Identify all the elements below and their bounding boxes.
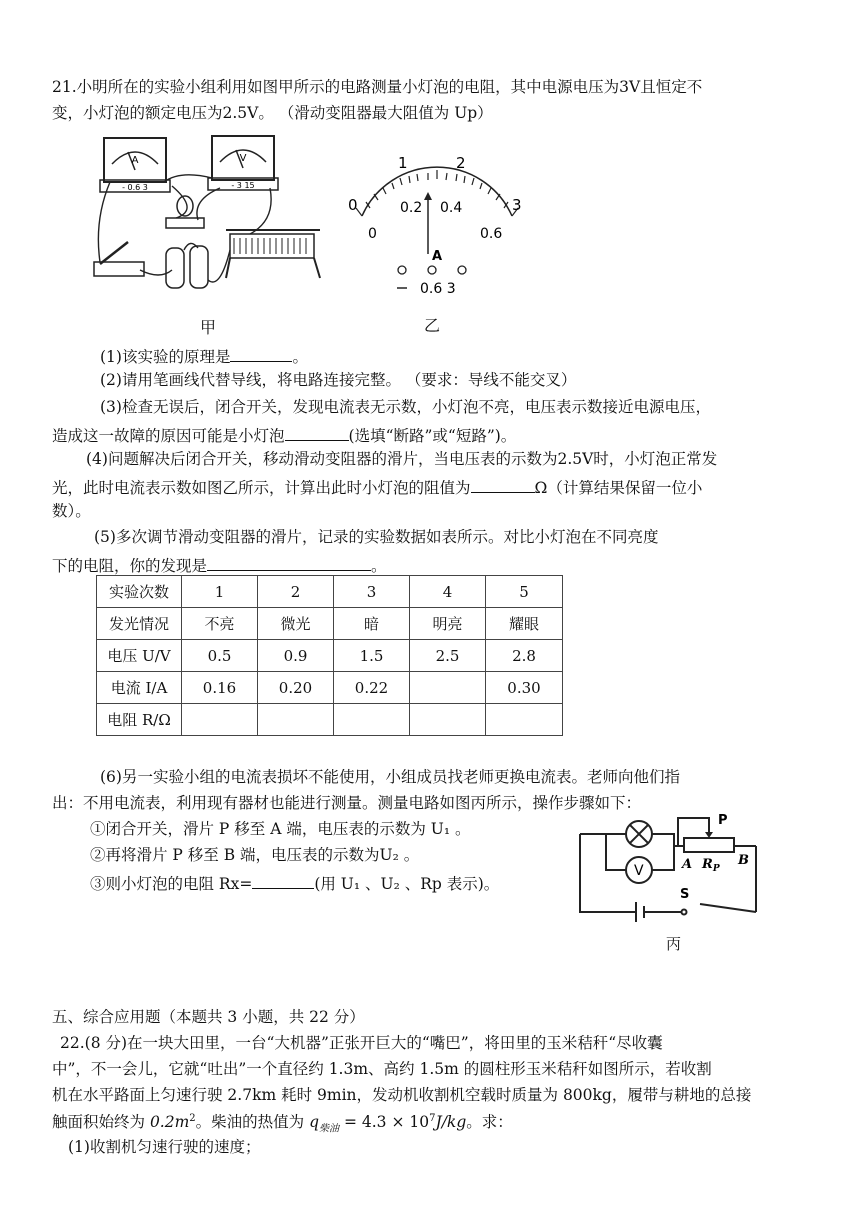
q21-step-1: ①闭合开关，滑片 P 移至 A 端，电压表的示数为 U₁ 。 — [90, 820, 471, 838]
table-row-header: 实验次数 — [97, 576, 182, 608]
dial-upper-1: 1 — [398, 154, 408, 172]
voltmeter-terminals: - 3 15 — [231, 181, 255, 190]
table-cell — [334, 704, 410, 736]
figure-jia-label: 甲 — [200, 318, 217, 337]
table-cell — [486, 704, 563, 736]
q22-line-2: 中”，不一会儿，它就“吐出”一个直径约 1.3m、高约 1.5m 的圆柱形玉米秸秆如图所示，若收割 — [52, 1060, 712, 1078]
table-row-header: 电压 U/V — [97, 640, 182, 672]
circuit-apparatus-drawing — [80, 130, 340, 310]
table-cell: 不亮 — [182, 608, 258, 640]
table-cell — [410, 704, 486, 736]
q21-part-3-line-2: 造成这一故障的原因可能是小灯泡 (选填“断路”或“短路”)。 — [52, 427, 517, 445]
table-cell: 1.5 — [334, 640, 410, 672]
q21-part-6-line-1: (6)另一实验小组的电流表损坏不能使用，小组成员找老师更换电流表。老师向他们指 — [100, 768, 680, 786]
dial-upper-2: 2 — [456, 154, 466, 172]
schematic-end-b: B — [738, 853, 749, 868]
q22-line-3: 机在水平路面上匀速行驶 2.7km 耗时 9min，发动机收割机空载时质量为 800kg，履带与耕地的总接 — [52, 1086, 752, 1104]
table-cell: 明亮 — [410, 608, 486, 640]
schematic-slider-p: P — [718, 813, 728, 828]
table-row-header: 电阻 R/Ω — [97, 704, 182, 736]
table-cell: 3 — [334, 576, 410, 608]
answer-blank-5[interactable] — [207, 556, 371, 571]
dial-upper-3: 3 — [512, 196, 522, 214]
q21-step-2: ②再将滑片 P 移至 B 端，电压表的示数为U₂ 。 — [90, 846, 420, 864]
schematic-rp-label: $R_P$ — [702, 857, 720, 874]
table-cell: 2.5 — [410, 640, 486, 672]
table-cell: 2 — [258, 576, 334, 608]
table-row — [97, 576, 563, 608]
answer-blank-6[interactable] — [252, 874, 314, 889]
table-row-header: 发光情况 — [97, 608, 182, 640]
voltmeter-symbol: V — [239, 153, 247, 164]
dial-upper-0: 0 — [348, 196, 358, 214]
table-row-header: 电流 I/A — [97, 672, 182, 704]
table-cell: 0.5 — [182, 640, 258, 672]
dial-unit: A — [432, 249, 443, 264]
table-cell: 0.30 — [486, 672, 563, 704]
schematic-voltmeter-symbol: V — [634, 863, 644, 879]
table-cell: 微光 — [258, 608, 334, 640]
dial-lower-0.2: 0.2 — [400, 200, 423, 216]
table-cell: 0.9 — [258, 640, 334, 672]
table-cell: 0.16 — [182, 672, 258, 704]
table-row — [97, 672, 563, 704]
dial-lower-0.4: 0.4 — [440, 200, 463, 216]
q21-part-5-line-2: 下的电阻，你的发现是 。 — [52, 557, 387, 575]
contact-area: 0.2m — [149, 1113, 190, 1132]
table-cell: 暗 — [334, 608, 410, 640]
q21-part-4-line-3: 数）。 — [52, 502, 91, 520]
answer-blank-4[interactable] — [471, 478, 535, 493]
table-row — [97, 640, 563, 672]
table-row — [97, 608, 563, 640]
circuit-schematic-bing — [570, 806, 770, 926]
q21-step-3: ③则小灯泡的电阻 Rx= (用 U₁ 、U₂ 、Rp 表示)。 — [90, 875, 500, 893]
q21-part-1: (1)该实验的原理是 。 — [100, 348, 308, 366]
q22-line-1: 22.(8 分)在一块大田里，一台“大机器”正张开巨大的“嘴巴”，将田里的玉米秸秆“尽收囊 — [60, 1034, 663, 1052]
table-cell: 2.8 — [486, 640, 563, 672]
dial-lower-0.6: 0.6 — [480, 226, 503, 242]
q21-part-6-line-2: 出：不用电流表，利用现有器材也能进行测量。测量电路如图丙所示，操作步骤如下： — [52, 794, 642, 812]
q21-part-3-line-1: (3)检查无误后，闭合开关，发现电流表无示数，小灯泡不亮，电压表示数接近电源电压， — [100, 398, 711, 416]
q21-line-1: 21.小明所在的实验小组利用如图甲所示的电路测量小灯泡的电阻，其中电源电压为3V且恒定不 — [52, 78, 703, 96]
q21-part-2: (2)请用笔画线代替导线，将电路连接完整。 （要求：导线不能交叉） — [100, 371, 577, 389]
table-row — [97, 704, 563, 736]
table-cell: 4 — [410, 576, 486, 608]
q21-part-5-line-1: (5)多次调节滑动变阻器的滑片，记录的实验数据如表所示。对比小灯泡在不同亮度 — [94, 528, 659, 546]
table-cell: 0.22 — [334, 672, 410, 704]
table-cell: 1 — [182, 576, 258, 608]
table-cell — [182, 704, 258, 736]
figure-yi-label: 乙 — [424, 316, 441, 335]
answer-blank-1[interactable] — [230, 347, 292, 362]
figure-bing-label: 丙 — [666, 935, 682, 953]
q22-sub-1: (1)收割机匀速行驶的速度； — [68, 1138, 261, 1156]
table-cell: 5 — [486, 576, 563, 608]
q22-line-4: 触面积始终为 $0.2m^2$。柴油的热值为 $q_{柴油} = 4.3 \times 10^7J/kg$。求： — [52, 1113, 513, 1135]
dial-lower-0: 0 — [368, 226, 377, 242]
q21-line-2: 变，小灯泡的额定电压为2.5V。 （滑动变阻器最大阻值为 Up） — [52, 104, 493, 122]
section-5-title: 五、综合应用题（本题共 3 小题，共 22 分） — [52, 1008, 365, 1026]
schematic-switch-s: S — [680, 887, 690, 902]
table-cell: 0.20 — [258, 672, 334, 704]
ammeter-symbol: A — [131, 155, 139, 166]
table-cell — [258, 704, 334, 736]
schematic-end-a: A — [682, 857, 693, 872]
dial-terminals: 0.6 3 — [420, 281, 456, 297]
table-cell — [410, 672, 486, 704]
ammeter-terminals: - 0.6 3 — [122, 183, 148, 192]
q21-part-4-line-2: 光，此时电流表示数如图乙所示，计算出此时小灯泡的阻值为 Ω（计算结果保留一位小 — [52, 479, 703, 497]
data-table — [96, 575, 563, 736]
table-cell: 耀眼 — [486, 608, 563, 640]
answer-blank-3[interactable] — [285, 426, 349, 441]
ammeter-dial-drawing — [336, 150, 536, 310]
q21-part-4-line-1: (4)问题解决后闭合开关，移动滑动变阻器的滑片，当电压表的示数为2.5V时，小灯泡正常发 — [86, 450, 718, 468]
